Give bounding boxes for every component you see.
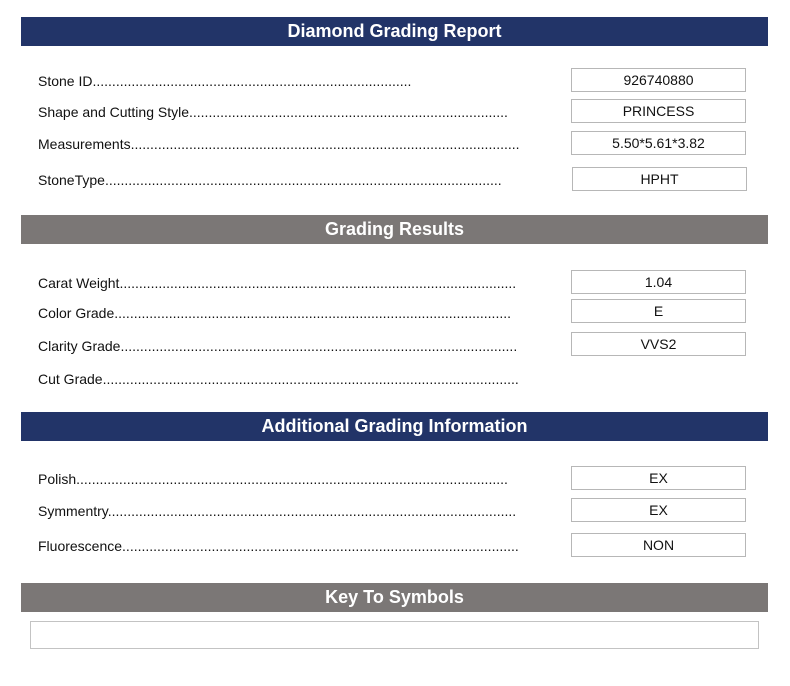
- clarity-row: [38, 336, 520, 356]
- additional-info-header: Additional Grading Information: [21, 412, 768, 441]
- color-row: [38, 303, 520, 323]
- leader-dots: ....................................................................................................: [130, 136, 520, 152]
- polish-row: [38, 469, 520, 489]
- clarity-value: VVS2: [571, 332, 746, 356]
- key-to-symbols-header: Key To Symbols: [21, 583, 768, 612]
- leader-dots: ......................................................................................................: [104, 172, 502, 188]
- stone-type-label: StoneType: [38, 172, 105, 188]
- stone-id-label: Stone ID: [38, 73, 93, 89]
- carat-row: [38, 273, 520, 293]
- symmetry-value: EX: [571, 498, 746, 522]
- leader-dots: ......................................................................................................: [114, 305, 512, 321]
- stone-type-value: HPHT: [572, 167, 747, 191]
- shape-value: PRINCESS: [571, 99, 746, 123]
- symmetry-row: [38, 501, 520, 521]
- shape-row: [38, 102, 520, 122]
- fluorescence-row: [38, 536, 520, 556]
- leader-dots: ..................................................................................: [92, 73, 412, 89]
- leader-dots: ...........................................................................................................: [102, 371, 519, 387]
- carat-label: Carat Weight: [38, 275, 120, 291]
- measurements-label: Measurements: [38, 136, 131, 152]
- shape-label: Shape and Cutting Style: [38, 104, 189, 120]
- leader-dots: .........................................................................................................: [107, 503, 517, 519]
- key-to-symbols-box: [30, 621, 759, 649]
- symmetry-label: Symmentry: [38, 503, 108, 519]
- report-title: Diamond Grading Report: [21, 17, 768, 46]
- polish-value: EX: [571, 466, 746, 490]
- measurements-row: [38, 134, 520, 154]
- grading-results-header: Grading Results: [21, 215, 768, 244]
- leader-dots: ..................................................................................: [189, 104, 508, 120]
- stone-id-value: 926740880: [571, 68, 746, 92]
- leader-dots: ......................................................................................................: [120, 338, 518, 354]
- color-value: E: [571, 299, 746, 323]
- cut-label: Cut Grade: [38, 371, 103, 387]
- color-label: Color Grade: [38, 305, 115, 321]
- stone-id-row: [38, 71, 520, 91]
- leader-dots: ......................................................................................................: [122, 538, 519, 554]
- carat-value: 1.04: [571, 270, 746, 294]
- measurements-value: 5.50*5.61*3.82: [571, 131, 746, 155]
- cut-row: [38, 369, 520, 389]
- stone-type-row: [38, 170, 520, 190]
- polish-label: Polish: [38, 471, 77, 487]
- leader-dots: ...............................................................................................................: [76, 471, 508, 487]
- clarity-label: Clarity Grade: [38, 338, 121, 354]
- fluorescence-label: Fluorescence: [38, 538, 123, 554]
- leader-dots: ......................................................................................................: [119, 275, 517, 291]
- fluorescence-value: NON: [571, 533, 746, 557]
